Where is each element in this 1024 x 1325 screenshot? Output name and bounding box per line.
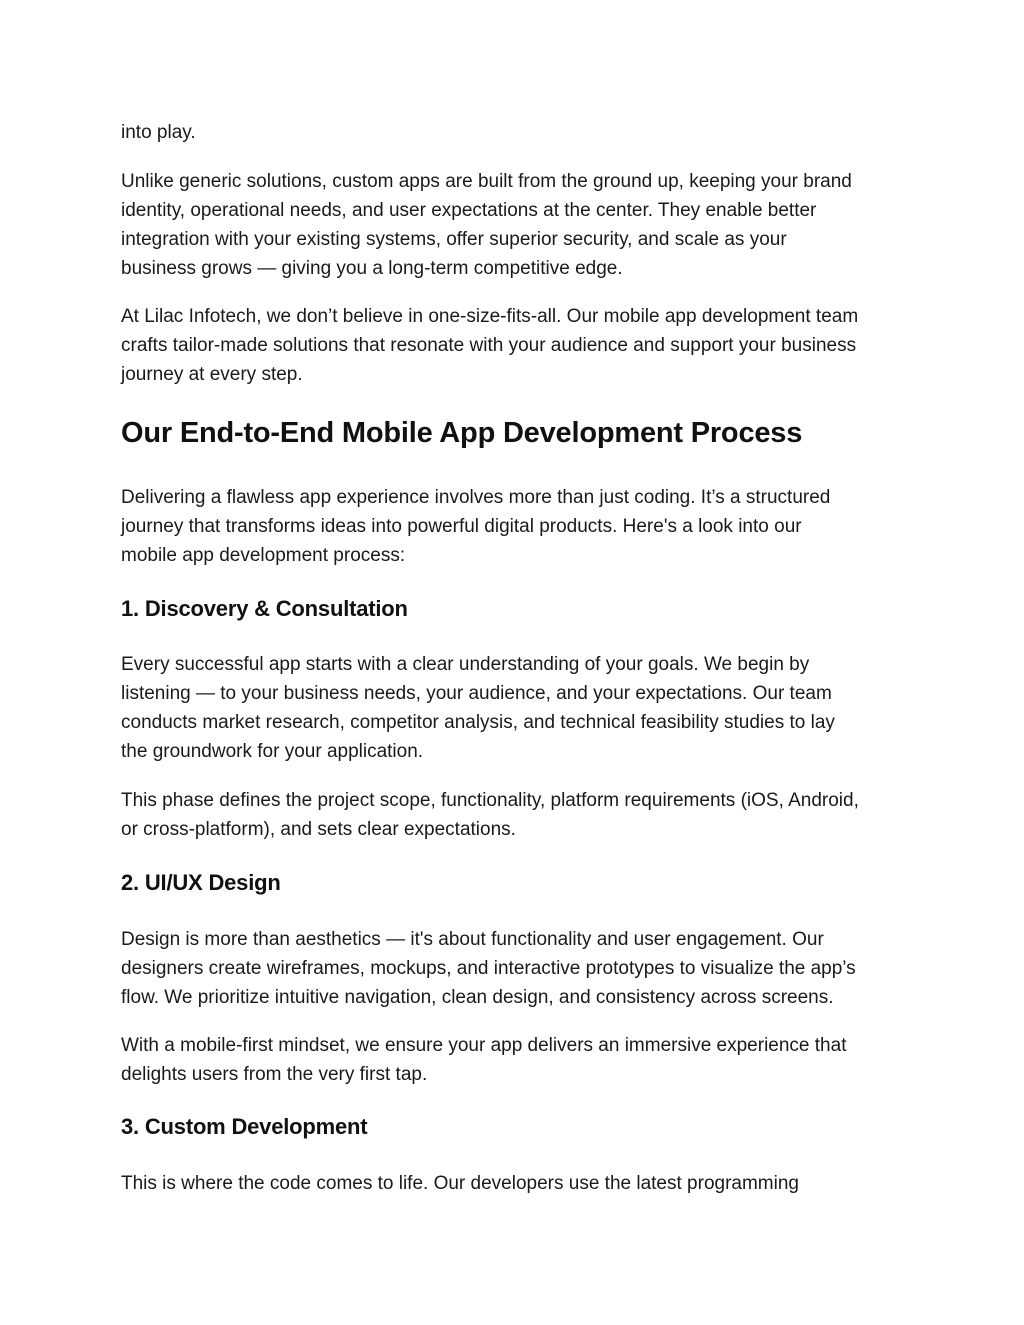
text-line: flow. We prioritize intuitive navigation, clean design, and consistency across screens. — [121, 987, 834, 1008]
text-line: This phase defines the project scope, functionality, platform requirements (iOS, Android, — [121, 790, 859, 811]
text-line: At Lilac Infotech, we don’t believe in one-size-fits-all. Our mobile app development team — [121, 306, 859, 327]
paragraph-lilac-infotech — [121, 302, 911, 389]
paragraph-process-intro — [121, 483, 911, 570]
text-line: Unlike generic solutions, custom apps are built from the ground up, keeping your brand — [121, 171, 852, 192]
text-line: Every successful app starts with a clear understanding of your goals. We begin by — [121, 654, 810, 675]
text-line: mobile app development process: — [121, 545, 406, 566]
step-heading-development: 3. Custom Development — [121, 1114, 368, 1139]
text-line: crafts tailor-made solutions that resonate with your audience and support your business — [121, 335, 857, 356]
paragraph-scope — [121, 786, 911, 844]
text-line: With a mobile-first mindset, we ensure your app delivers an immersive experience that — [121, 1035, 847, 1056]
section-heading: Our End-to-End Mobile App Development Process — [121, 417, 803, 449]
paragraph-discovery — [121, 650, 911, 766]
text-line: designers create wireframes, mockups, and interactive prototypes to visualize the app’s — [121, 958, 856, 979]
text-line: journey at every step. — [121, 364, 303, 385]
paragraph-custom-apps — [121, 167, 911, 283]
text-line: Delivering a flawless app experience involves more than just coding. It’s a structured — [121, 487, 831, 508]
text-line: listening — to your business needs, your audience, and your expectations. Our team — [121, 683, 832, 704]
step-heading-uiux: 2. UI/UX Design — [121, 870, 281, 895]
paragraph-development — [121, 1169, 911, 1198]
text-line: Design is more than aesthetics — it's about functionality and user engagement. Our — [121, 929, 824, 950]
text-line: or cross-platform), and sets clear expectations. — [121, 819, 516, 840]
text-line: delights users from the very first tap. — [121, 1064, 428, 1085]
text-line: This is where the code comes to life. Our developers use the latest programming — [121, 1173, 799, 1194]
paragraph-design — [121, 925, 911, 1012]
step-heading-discovery: 1. Discovery & Consultation — [121, 596, 408, 621]
text-line: the groundwork for your application. — [121, 741, 424, 762]
text-line: integration with your existing systems, offer superior security, and scale as your — [121, 229, 787, 250]
text-line: identity, operational needs, and user expectations at the center. They enable better — [121, 200, 817, 221]
paragraph-into-play — [121, 118, 911, 147]
text-line: journey that transforms ideas into powerful digital products. Here's a look into our — [121, 516, 802, 537]
paragraph-mobile-first — [121, 1031, 911, 1089]
text-line: business grows — giving you a long-term competitive edge. — [121, 258, 623, 279]
text-line: conducts market research, competitor analysis, and technical feasibility studies to lay — [121, 712, 835, 733]
text-line: into play. — [121, 122, 196, 143]
